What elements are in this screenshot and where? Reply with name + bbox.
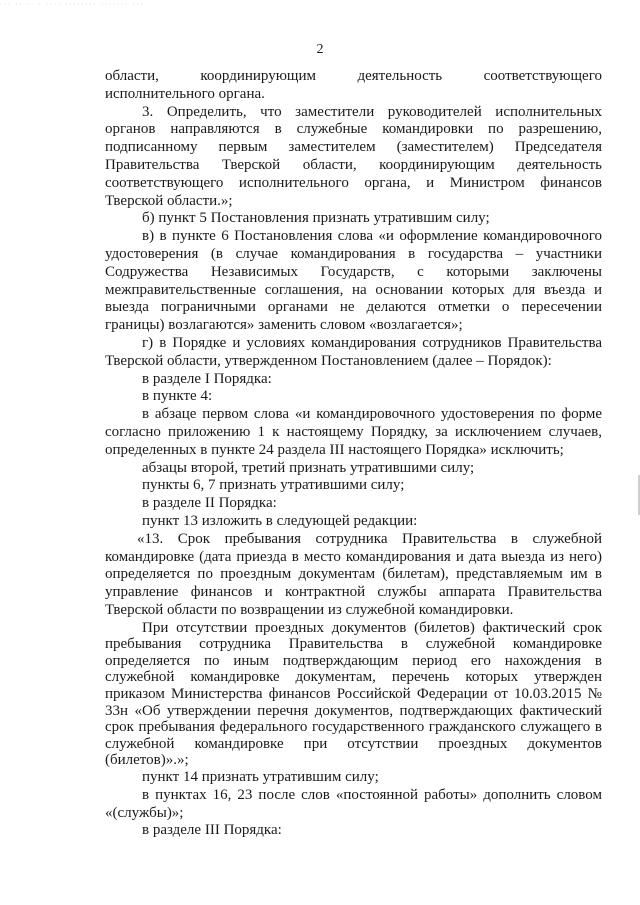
paragraph-points-6-7: пункты 6, 7 признать утратившими силу; xyxy=(142,477,405,494)
paragraph-section-3: в разделе III Порядка: xyxy=(142,822,282,839)
paragraph-section-2: в разделе II Порядка: xyxy=(142,495,277,512)
scan-artifact: ··· ·· ·· · ···· ········ ······· ··· xyxy=(0,2,145,6)
paragraph-item-3: 3. Определить, что заместители руководителей исполнительных органов направляются в служебные командировки по разрешению, подписанному первым заместителем (заместителем) Председателя Правительства Тверской области, координирующим деятельность соответствующего исполнительного органа, и Министром финансов Тверской области.»; xyxy=(105,103,602,209)
paragraph-item-v: в) в пункте 6 Постановления слова «и оформление командировочного удостоверения (в случае командирования в государства – участники Содружества Независимых Государств, с которыми заключены межправительственные соглашения, на основании которых для въезда и выезда пограничными органами не делаются отметки о пересечении границы) возлагаются» заменить словом «возлагается»; xyxy=(105,228,602,334)
paragraph-point-13-intro: пункт 13 изложить в следующей редакции: xyxy=(142,512,418,529)
document-body xyxy=(105,68,602,840)
page-number: 2 xyxy=(316,42,324,57)
paragraph-first-abzac: в абзаце первом слова «и командировочного удостоверения по форме согласно приложению 1 к настоящему Порядку, за исключением случаев, определенных в пункте 24 раздела III настоящего Порядка» исключить; xyxy=(105,406,602,458)
paragraph-points-16-23: в пунктах 16, 23 после слов «постоянной работы» дополнить словом «(службы)»; xyxy=(105,786,602,821)
paragraph-point-14: пункт 14 признать утратившим силу; xyxy=(142,769,379,786)
paragraph-section-1: в разделе I Порядка: xyxy=(142,370,272,387)
paragraph-item-b: б) пункт 5 Постановления признать утратившим силу; xyxy=(142,210,490,227)
paragraph-item-g: г) в Порядке и условиях командирования сотрудников Правительства Тверской области, утвержденном Постановлением (далее – Порядок): xyxy=(105,334,602,369)
paragraph-point-13-text: «13. Срок пребывания сотрудника Правительства в служебной командировке (дата приезда в место командирования и дата выезда из него) определяется по проездным документам (билетам), представляемым им в управление финансов и контрактной службы аппарата Правительства Тверской области по возвращении из служебной командировки. xyxy=(105,530,602,618)
paragraph-point-4: в пункте 4: xyxy=(142,388,213,405)
paragraph-no-documents: При отсутствии проездных документов (билетов) фактический срок пребывания сотрудника Правительства в служебной командировке определяется по иным подтверждающим период его нахождения в служебной командировке документам, перечень которых утвержден приказом Министерства финансов Российской Федерации от 10.03.2015 № 33н «Об утверждении перечня документов, подтверждающих фактический срок пребывания федерального государственного гражданского служащего в служебной командировке при отсутствии проездных документов (билетов)».»; xyxy=(105,619,602,769)
paragraph-abzacs-void: абзацы второй, третий признать утратившими силу; xyxy=(142,459,475,476)
paragraph-continuation: области, координирующим деятельность соответствующего исполнительного органа. xyxy=(105,68,602,102)
